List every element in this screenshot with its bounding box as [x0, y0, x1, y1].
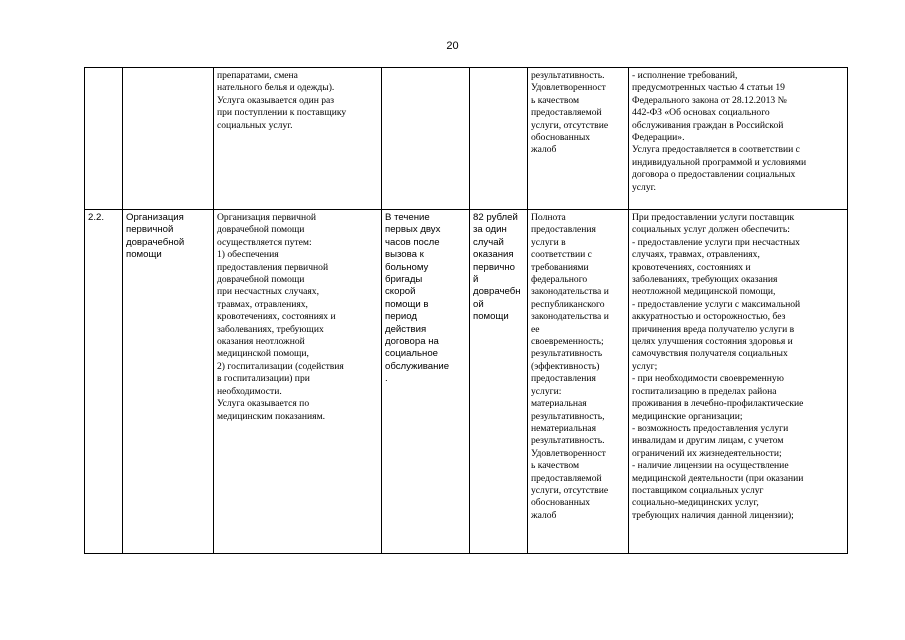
- services-table: [84, 67, 848, 554]
- cell-price: [470, 68, 528, 210]
- cell-description: Организация первичной доврачебной помощи осуществляется путем: 1) обеспечения предоставления первичной доврачебной помощи при несчастных случаях, травмах, отравлениях, кровотечениях, состояниях и заболеваниях, требующих оказания неотложной медицинской помощи, 2) госпитализации (содействия в госпитализации) при необходимости. Услуга оказывается по медицинским показаниям.: [214, 210, 382, 554]
- cell-number: [85, 68, 123, 210]
- table-row: [85, 210, 848, 554]
- cell-term: [382, 68, 470, 210]
- cell-term: В течение первых двух часов после вызова к больному бригады скорой помощи в период действия договора на социальное обслуживание .: [382, 210, 470, 554]
- cell-service-name: [123, 68, 214, 210]
- cell-number: 2.2.: [85, 210, 123, 554]
- page-number: 20: [446, 40, 459, 52]
- cell-conditions: При предоставлении услуги поставщик социальных услуг должен обеспечить: - предоставление услуги при несчастных случаях, травмах, отравлениях, кровотечениях, состояниях и заболеваниях, требующих оказания неотложной медицинской помощи, - предоставление услуги с максимальной аккуратностью и осторожностью, без причинения вреда получателю услуги в целях улучшения состояния здоровья и самочувствия получателя социальных услуг; - при необходимости своевременную госпитализацию в пределах района проживания в лечебно-профилактические медицинские организации; - возможность предоставления услуги инвалидам и другим лицам, с учетом ограничений их жизнедеятельности; - наличие лицензии на осуществление медицинской деятельности (при оказании поставщиком социальных услуг социально-медицинских услуг, требующих наличия данной лицензии);: [629, 210, 848, 554]
- cell-price: 82 рублей за один случай оказания первично й доврачебн ой помощи: [470, 210, 528, 554]
- cell-service-name: Организация первичной доврачебной помощи: [123, 210, 214, 554]
- table-row: [85, 68, 848, 210]
- cell-description: препаратами, смена нательного белья и одежды). Услуга оказывается один раз при поступлении к поставщику социальных услуг.: [214, 68, 382, 210]
- cell-conditions: - исполнение требований, предусмотренных частью 4 статьи 19 Федерального закона от 28.12.2013 № 442-ФЗ «Об основах социального обслуживания граждан в Российской Федерации». Услуга предоставляется в соответствии с индивидуальной программой и условиями договора о предоставлении социальных услуг.: [629, 68, 848, 210]
- cell-quality: результативность. Удовлетворенност ь качеством предоставляемой услуги, отсутствие обоснованных жалоб: [528, 68, 629, 210]
- cell-quality: Полнота предоставления услуги в соответствии с требованиями федерального законодательства и республиканского законодательства и ее своевременность; результативность (эффективность) предоставления услуги: материальная результативность, нематериальная результативность. Удовлетворенност ь качеством предоставляемой услуги, отсутствие обоснованных жалоб: [528, 210, 629, 554]
